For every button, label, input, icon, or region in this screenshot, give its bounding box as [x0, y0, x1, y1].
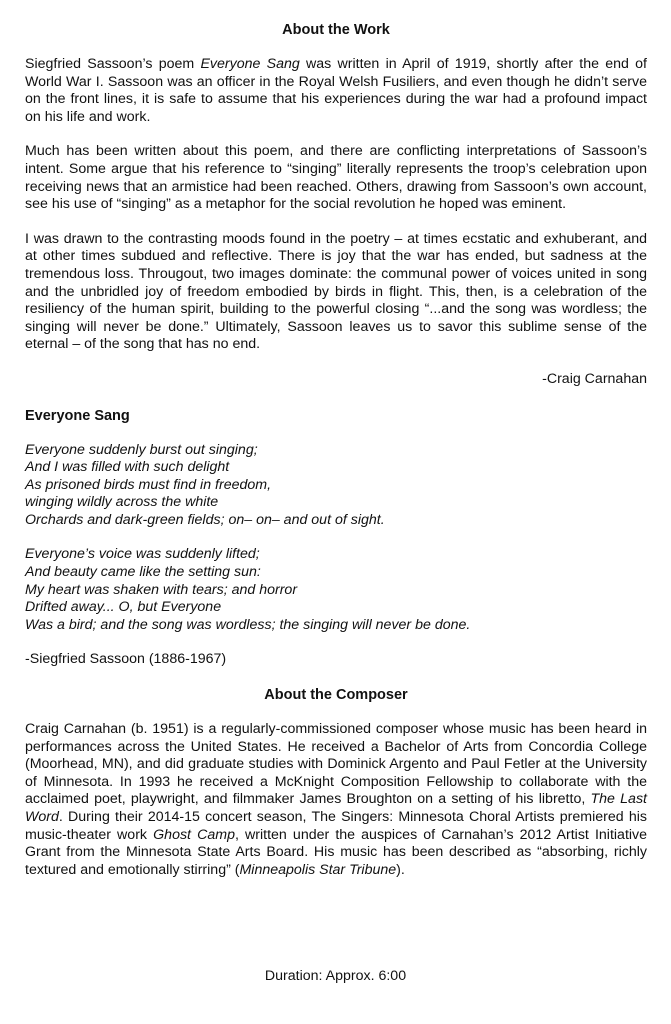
poem-line: And I was filled with such delight — [25, 459, 230, 476]
about-work-paragraph-1 — [25, 56, 647, 126]
poem-line: As prisoned birds must find in freedom, — [25, 476, 272, 493]
bio-title-the-last-word: The Last Word — [25, 791, 647, 825]
poem-line: winging wildly across the white — [25, 494, 219, 511]
about-work-paragraph-3: I was drawn to the contrasting moods found in the poetry – at times ecstatic and exhuberant, and at other times subdued and reflective. There is joy that the war has ended, but sadness at the tremendous loss. Througout, two images dominate: the communal power of voices united in song and the unbridled joy of freedom embodied by birds in flight. This, then, is a celebration of the resiliency of the human spirit, building to the powerful closing “...and the song was wordless; the singing will never be done.” Ultimately, Sassoon leaves us to savor this sublime sense of the eternal – of the song that has no end. — [25, 230, 647, 353]
composer-bio-paragraph — [25, 721, 647, 879]
poem-line: Orchards and dark-green fields; on– on– and out of sight. — [25, 511, 385, 528]
bio-text: , written under the auspices of Carnahan’s 2012 Artist Initiative Grant from the Minnesota State Arts Board. His music has been described as “absorbing, richly textured and emotionally stirring” ( — [25, 826, 648, 878]
about-work-heading: About the Work — [282, 22, 390, 38]
poem-line: My heart was shaken with tears; and horror — [25, 581, 298, 598]
program-notes-page — [25, 21, 647, 879]
poet-attribution: -Siegfried Sassoon (1886-1967) — [25, 651, 227, 668]
poem-line: Everyone’s voice was suddenly lifted; — [25, 546, 260, 563]
bio-source-newspaper: Minneapolis Star Tribune — [239, 861, 397, 878]
poem-stanza-1 — [25, 442, 647, 530]
poem-line: And beauty came like the setting sun: — [25, 564, 261, 581]
poem-line: Drifted away... O, but Everyone — [25, 599, 222, 616]
bio-text: . During their 2014-15 concert season, The Singers: Minnesota Choral Artists premiered his music-theater work — [25, 809, 647, 843]
p1-text-b: was written in April of 1919, shortly after the end of World War I. Sassoon was an officer in the Royal Welsh Fusiliers, and even though he didn’t serve on the front lines, it is safe to assume that his experiences during the war had a profound impact on his life and work. — [25, 56, 647, 125]
poem-line: Was a bird; and the song was wordless; the singing will never be done. — [25, 616, 471, 633]
poem-title-inline: Everyone Sang — [200, 56, 300, 72]
poem-line: Everyone suddenly burst out singing; — [25, 441, 258, 458]
bio-title-ghost-camp: Ghost Camp — [153, 826, 235, 843]
bio-text: Craig Carnahan (b. 1951) is a regularly-commissioned composer whose music has been heard in performances across the United States. He received a Bachelor of Arts from Concordia College (Moorhead, MN), and did graduate studies with Dominick Argento and Paul Fetler at the University of Minnesota. In 1993 he received a McKnight Composition Fellowship to collaborate with the acclaimed poet, playwright, and filmmaker James Broughton on a setting of his libretto, — [25, 721, 647, 808]
poem-stanza-2 — [25, 546, 647, 634]
poem-heading: Everyone Sang — [25, 407, 130, 424]
about-work-paragraph-2: Much has been written about this poem, and there are conflicting interpretations of Sassoon’s intent. Some argue that his reference to “singing” literally represents the troop’s celebration upon receiving news that an armistice had been reached. Others, drawing from Sassoon’s own account, see his use of “singing” as a metaphor for the social revolution he hoped was eminent. — [25, 143, 647, 213]
p1-text-a: Siegfried Sassoon’s poem — [25, 56, 201, 72]
about-composer-heading: About the Composer — [264, 687, 408, 704]
duration-note: Duration: Approx. 6:00 — [264, 968, 407, 984]
bio-text: ). — [396, 861, 405, 878]
composer-signature: -Craig Carnahan — [542, 370, 647, 387]
